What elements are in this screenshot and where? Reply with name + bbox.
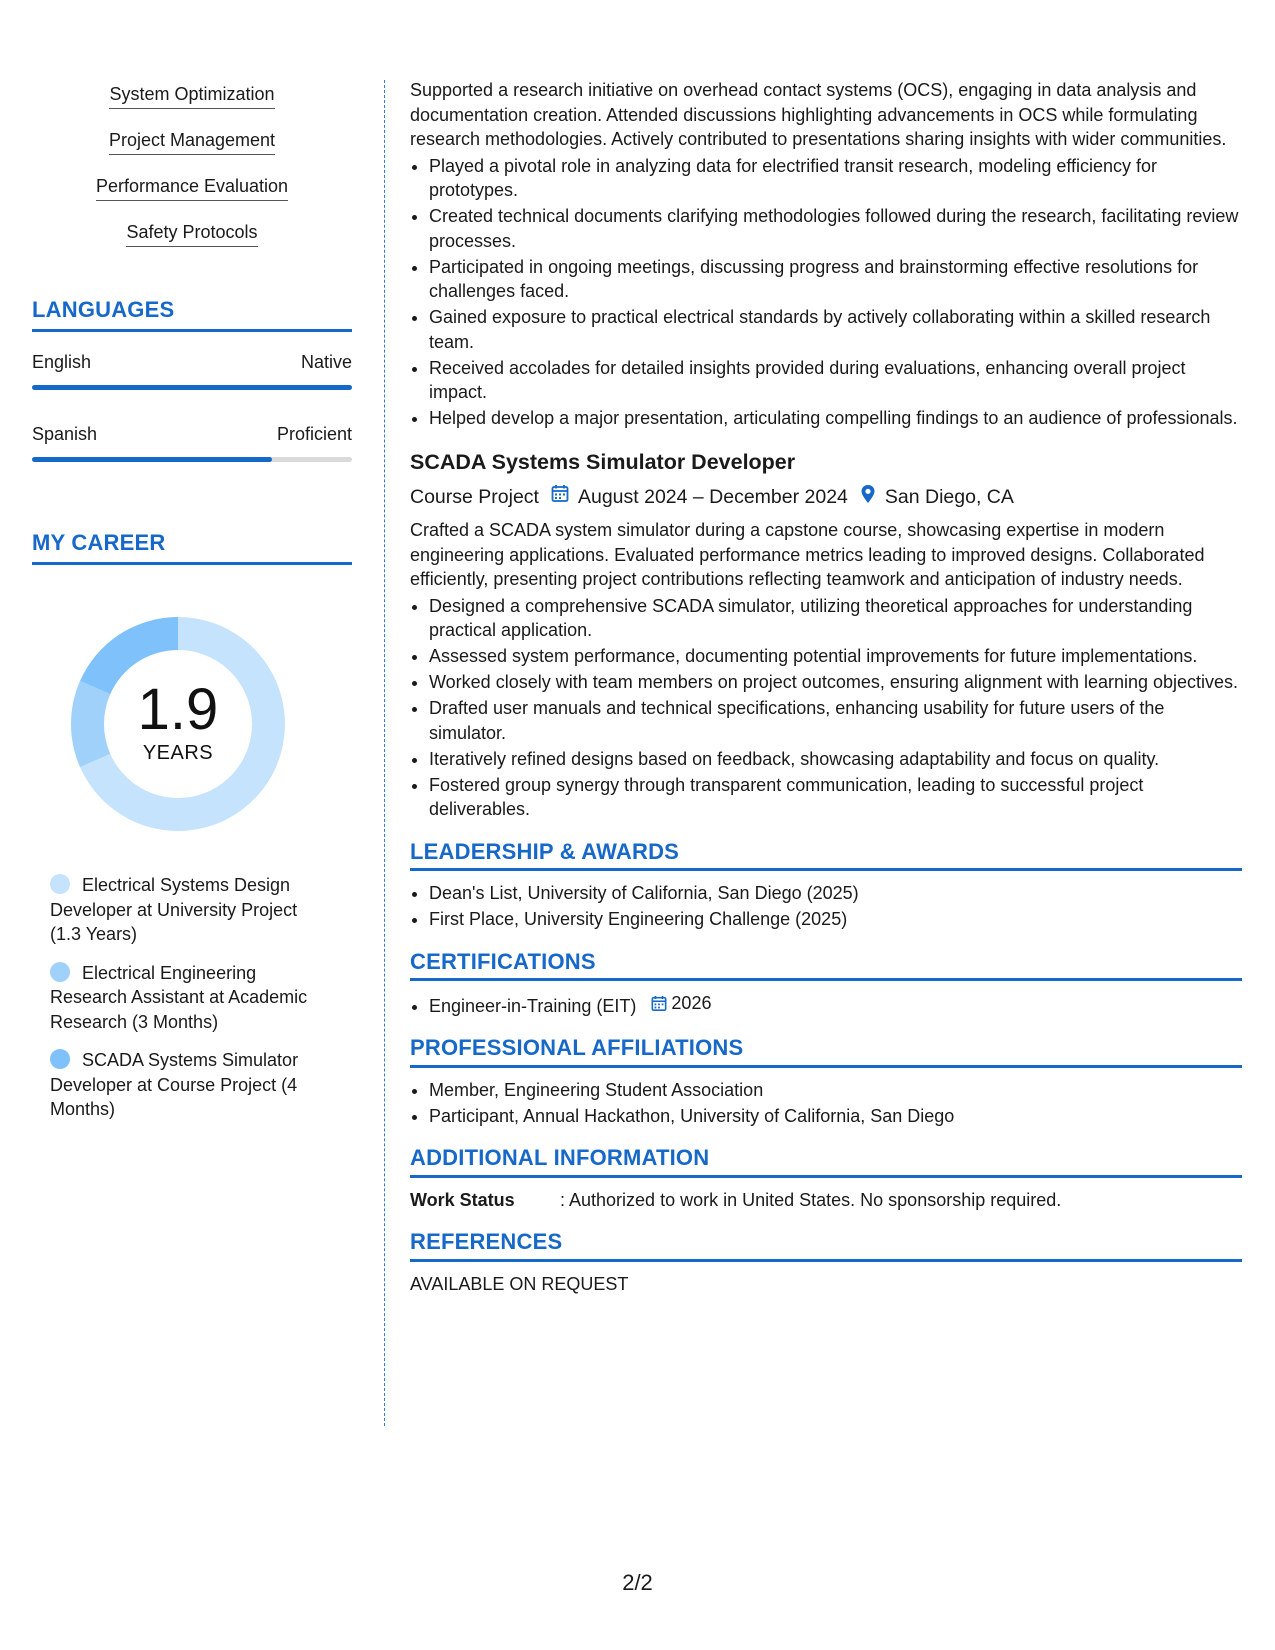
job-location: San Diego, CA	[884, 485, 1014, 508]
list-item: • Assessed system performance, documenting potential improvements for future implementations.	[429, 644, 1242, 669]
references-text: AVAILABLE ON REQUEST	[410, 1273, 629, 1294]
list-item: • Member, Engineering Student Association	[429, 1078, 1242, 1103]
job-summary: Crafted a SCADA system simulator during a capstone course, showcasing expertise in modern engineering applications. Evaluated performance metrics leading to improved designs. Collaborated efficiently, presenting project contributions reflecting teamwork and anticipation of industry needs.	[410, 520, 1205, 589]
career-heading: MY CAREER	[32, 530, 352, 565]
language-level: Proficient	[276, 424, 352, 444]
career-legend	[50, 873, 330, 1122]
certification-year: 2026	[671, 993, 712, 1013]
language-bar	[32, 457, 352, 462]
list-item: • Dean's List, University of California, San Diego (2025)	[429, 881, 1242, 906]
legend-dot	[50, 1049, 70, 1069]
list-item: • Worked closely with team members on project outcomes, ensuring alignment with learning objectives.	[429, 670, 1242, 695]
legend-item	[50, 873, 330, 947]
language-bar-fill	[32, 457, 272, 462]
location-pin-icon	[860, 484, 876, 511]
page-number: 2/2	[622, 1570, 653, 1595]
certification-date	[651, 991, 711, 1016]
job-company: Course Project	[410, 485, 539, 508]
legend-label: SCADA Systems Simulator Developer at Course Project (4 Months)	[50, 1050, 299, 1119]
list-item: • Participant, Annual Hackathon, University of California, San Diego	[429, 1104, 1242, 1129]
legend-label: Electrical Engineering Research Assistant at Academic Research (3 Months)	[50, 962, 308, 1032]
experience-intro: Supported a research initiative on overhead contact systems (OCS), engaging in data analysis and documentation creation. Attended discussions highlighting advancements in OCS while formulating research methodologies. Actively contributed to presentations sharing insights with wider communities.	[410, 80, 1227, 149]
job-meta	[410, 484, 1242, 511]
experience-intro-bullets	[410, 154, 1242, 431]
calendar-icon	[551, 484, 569, 510]
list-item: • First Place, University Engineering Challenge (2025)	[429, 907, 1242, 932]
career-total-value: 1.9	[137, 676, 219, 742]
list-item: • Helped develop a major presentation, articulating compelling findings to an audience of professionals.	[429, 406, 1242, 431]
skills-list	[32, 82, 352, 266]
leadership-heading: LEADERSHIP & AWARDS	[410, 840, 1242, 872]
language-name: Spanish	[32, 424, 98, 444]
legend-item	[50, 961, 330, 1035]
list-item: • Designed a comprehensive SCADA simulator, utilizing theoretical approaches for understanding practical application.	[429, 594, 1242, 643]
calendar-icon	[651, 995, 667, 1012]
list-item: • Participated in ongoing meetings, discussing progress and brainstorming effective resolutions for challenges faced.	[429, 255, 1242, 304]
list-item: • Gained exposure to practical electrical standards by actively collaborating within a skilled research team.	[429, 305, 1242, 354]
list-item: • Fostered group synergy through transparent communication, leading to successful project deliverables.	[429, 773, 1242, 822]
language-bar-fill	[32, 385, 352, 390]
job-bullets	[410, 594, 1242, 822]
skill-item: Project Management	[109, 128, 275, 155]
career-donut-chart	[65, 611, 291, 837]
references-heading: REFERENCES	[410, 1230, 1242, 1262]
list-item: • Received accolades for detailed insights provided during evaluations, enhancing overall project impact.	[429, 356, 1242, 405]
list-item: • Iteratively refined designs based on feedback, showcasing adaptability and focus on quality.	[429, 747, 1242, 772]
legend-label: Electrical Systems Design Developer at University Project (1.3 Years)	[50, 875, 298, 944]
language-bar	[32, 385, 352, 390]
right-column	[410, 78, 1242, 1296]
list-item: • Drafted user manuals and technical specifications, enhancing usability for future users of the simulator.	[429, 696, 1242, 745]
career-total-unit: YEARS	[142, 741, 214, 764]
left-column	[32, 82, 352, 1136]
job-dates: August 2024 – December 2024	[577, 485, 848, 508]
language-name: English	[32, 352, 92, 372]
work-status-row	[410, 1188, 1242, 1213]
column-divider	[384, 80, 385, 1426]
leadership-list	[410, 881, 1242, 932]
skill-item: Performance Evaluation	[96, 174, 288, 201]
language-item	[32, 352, 352, 390]
legend-dot	[50, 874, 70, 894]
certifications-list	[410, 991, 1242, 1018]
list-item: • Created technical documents clarifying methodologies followed during the research, facilitating review processes.	[429, 204, 1242, 253]
list-item	[429, 991, 1242, 1018]
legend-item	[50, 1048, 330, 1122]
certification-name: Engineer-in-Training (EIT)	[429, 995, 637, 1016]
affiliations-heading: PROFESSIONAL AFFILIATIONS	[410, 1036, 1242, 1068]
additional-info-heading: ADDITIONAL INFORMATION	[410, 1146, 1242, 1178]
list-item: • Played a pivotal role in analyzing data for electrified transit research, modeling efficiency for prototypes.	[429, 154, 1242, 203]
donut-center	[65, 611, 291, 837]
language-item	[32, 424, 352, 462]
job-title: SCADA Systems Simulator Developer	[410, 449, 796, 474]
language-level: Native	[300, 352, 352, 372]
certifications-heading: CERTIFICATIONS	[410, 950, 1242, 982]
languages-heading: LANGUAGES	[32, 297, 352, 332]
legend-dot	[50, 962, 70, 982]
work-status-label: Work Status	[410, 1189, 515, 1210]
affiliations-list	[410, 1078, 1242, 1129]
skill-item: Safety Protocols	[126, 220, 257, 247]
work-status-value: : Authorized to work in United States. No sponsorship required.	[560, 1189, 1062, 1210]
skill-item: System Optimization	[109, 82, 274, 109]
